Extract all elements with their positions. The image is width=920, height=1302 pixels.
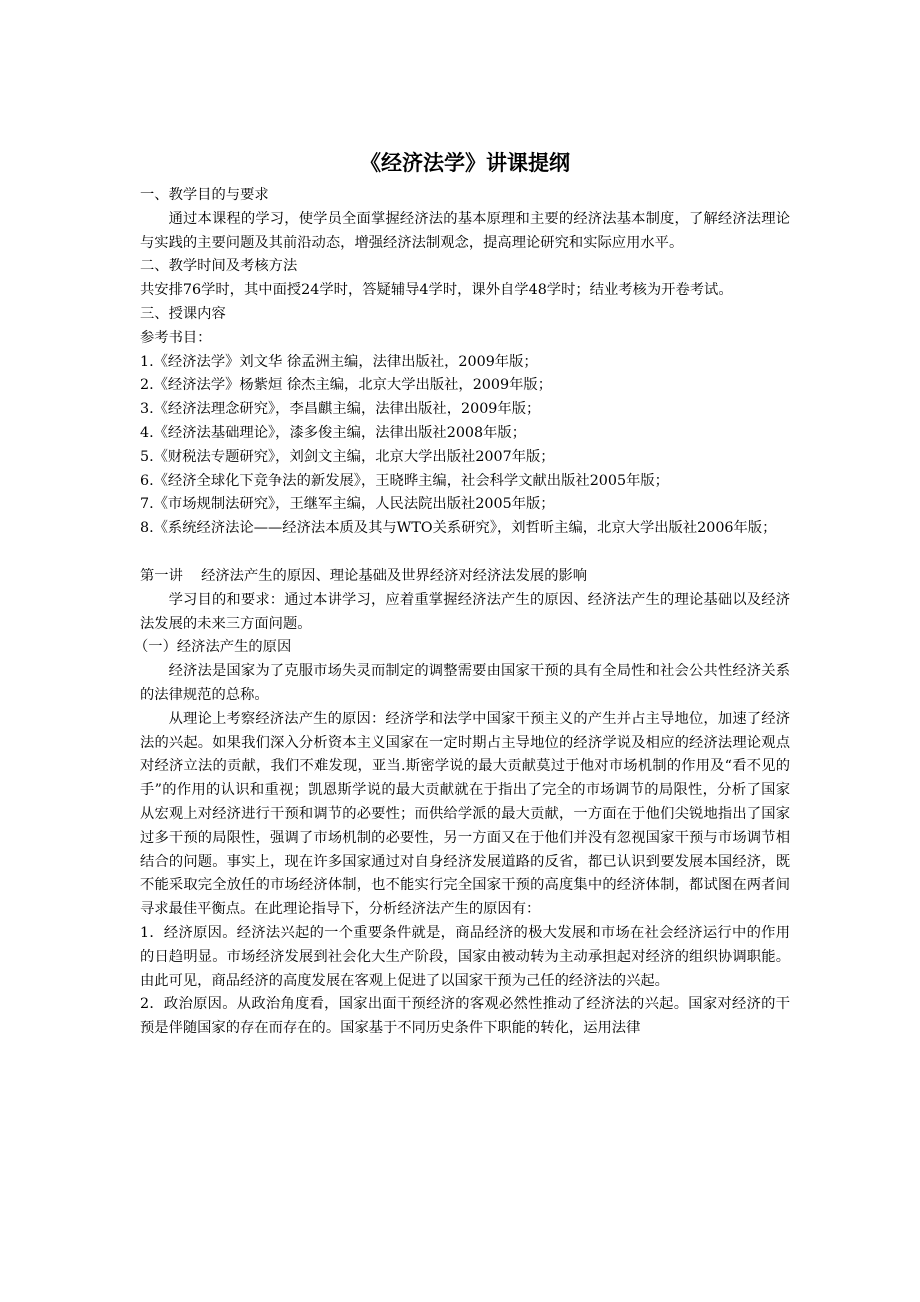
section-body-2: 共安排76学时，其中面授24学时，答疑辅导4学时，课外自学48学时；结业考核为开卷考试。: [140, 282, 733, 299]
lecture-heading: 第一讲 经济法产生的原因、理论基础及世界经济对经济法发展的影响: [140, 567, 588, 584]
reference-item: 7.《市场规制法研究》，王继军主编，人民法院出版社2005年版；: [140, 496, 555, 513]
reference-item: 6.《经济全球化下竞争法的新发展》，王晓晔主编，社会科学文献出版社2005年版；: [140, 472, 669, 489]
reference-item: 8.《系统经济法论——经济法本质及其与WTO关系研究》，刘哲昕主编，北京大学出版社2006年版；: [140, 520, 777, 537]
section-heading-3: 三、授课内容: [140, 305, 226, 322]
reference-item: 1.《经济法学》刘文华 徐孟洲主编，法律出版社，2009年版；: [140, 353, 538, 370]
paragraph: 从理论上考察经济法产生的原因：经济学和法学中国家干预主义的产生并占主导地位，加速了经济法的兴起。如果我们深入分析资本主义国家在一定时期占主导地位的经济学说及相应的经济法理论观点对经济立法的贡献，我们不难发现，亚当.斯密学说的最大贡献莫过于他对市场机制的作用及“看不见的手”的作用的认识和重视；凯恩斯学说的最大贡献就在于指出了完全的市场调节的局限性，分析了国家从宏观上对经济进行干预和调节的必要性；而供给学派的最大贡献，一方面在于他们尖锐地指出了国家过多干预的局限性，强调了市场机制的必要性，另一方面又在于他们并没有忽视国家干预与市场调节相结合的问题。事实上，现在许多国家通过对自身经济发展道路的反省，都已认识到要发展本国经济，既不能采取完全放任的市场经济体制，也不能实行完全国家干预的高度集中的经济体制，都试图在两者间寻求最佳平衡点。在此理论指导下，分析经济法产生的原因有：: [140, 710, 790, 918]
numbered-item: 2．政治原因。从政治角度看，国家出面干预经济的客观必然性推动了经济法的兴起。国家对经济的干预是伴随国家的存在而存在的。国家基于不同历史条件下职能的转化，运用法律: [140, 996, 790, 1037]
reference-item: 2.《经济法学》杨紫烜 徐杰主编，北京大学出版社，2009年版；: [140, 377, 552, 394]
lecture-goal: 学习目的和要求：通过本讲学习，应着重掌握经济法产生的原因、经济法产生的理论基础以及经济法发展的未来三方面问题。: [140, 591, 790, 632]
reference-list: [140, 351, 790, 541]
references-label: 参考书目：: [140, 329, 212, 346]
section-body-1: 通过本课程的学习，使学员全面掌握经济法的基本原理和主要的经济法基本制度，了解经济法理论与实践的主要问题及其前沿动态，增强经济法制观念，提高理论研究和实际应用水平。: [140, 210, 790, 251]
blank-line: [140, 541, 790, 565]
section-heading-1: 一、教学目的与要求: [140, 187, 269, 203]
section-heading-2: 二、教学时间及考核方法: [140, 258, 298, 275]
reference-item: 5.《财税法专题研究》，刘剑文主编，北京大学出版社2007年版；: [140, 448, 555, 465]
numbered-item: 1．经济原因。经济法兴起的一个重要条件就是，商品经济的极大发展和市场在社会经济运行中的作用的日趋明显。市场经济发展到社会化大生产阶段，国家由被动转为主动承担起对经济的组织协调职能。由此可见，商品经济的高度发展在客观上促进了以国家干预为己任的经济法的兴起。: [140, 924, 790, 989]
paragraph: 经济法是国家为了克服市场失灵而制定的调整需要由国家干预的具有全局性和社会公共性经济关系的法律规范的总称。: [140, 663, 790, 703]
reference-item: 4.《经济法基础理论》，漆多俊主编，法律出版社2008年版；: [140, 424, 526, 441]
document-title: 《经济法学》讲课提纲: [360, 150, 570, 175]
reference-item: 3.《经济法理念研究》，李昌麒主编，法律出版社，2009年版；: [140, 401, 541, 418]
subsection-heading: （一）经济法产生的原因: [134, 639, 292, 656]
document-page: [134, 148, 790, 1041]
